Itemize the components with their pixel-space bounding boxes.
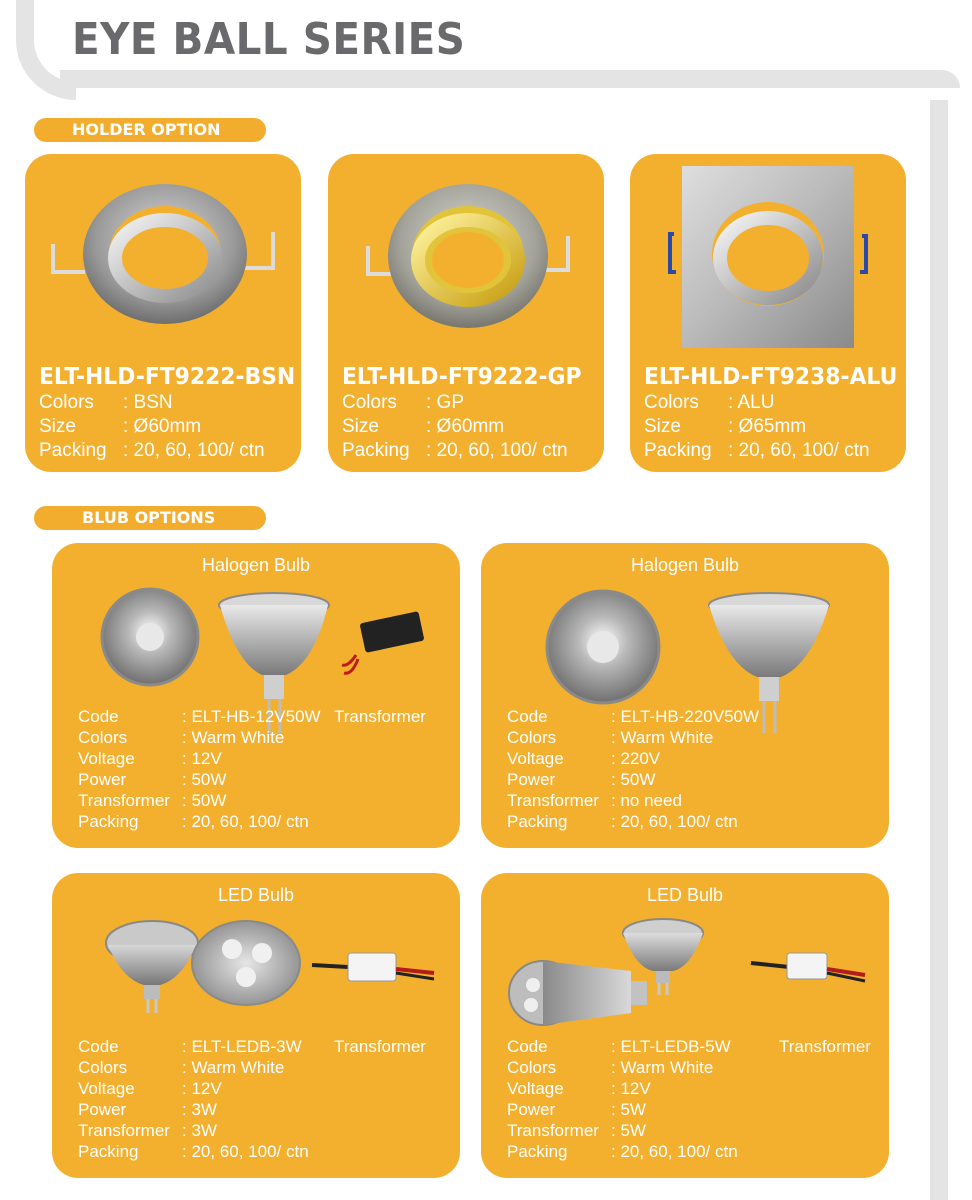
transformer-caption: Transformer xyxy=(334,1037,426,1056)
bulb-card-led-3w[interactable]: LED Bulb Transformer Code : ELT-LEDB-3W Colors : Warm White Voltage : 12V Power : 3W Transformer : 3W Packing : 20, 60, 100/ ctn xyxy=(52,873,460,1178)
holder-card-bsn[interactable]: ELT-HLD-FT9222-BSN Colors : BSN Size : Ø60mm Packing : 20, 60, 100/ ctn xyxy=(25,154,301,472)
holder-alu-image xyxy=(630,154,906,359)
bulb-card-led-5w[interactable]: LED Bulb Transformer Code : ELT-LEDB-5W Colors : Warm White Voltage : 12V Power : 5W Transformer : 5W Packing : 20, 60, 100/ ctn xyxy=(481,873,889,1178)
bulb-section-label: BLUB OPTIONS xyxy=(82,508,216,527)
bulb-title: LED Bulb xyxy=(646,885,724,905)
bulb-card-halogen-12v[interactable]: Halogen Bulb Transformer Code : ELT-HB-12V50W Colors : Warm White Voltage : 12V Power : 50W Transformer : 50W Packing : 20, 60, 100/ ctn xyxy=(52,543,460,848)
transformer-caption: Transformer xyxy=(334,707,426,726)
holder-code: ELT-HLD-FT9238-ALU xyxy=(644,364,898,390)
holder-bsn-image xyxy=(25,154,301,359)
holder-section-label: HOLDER OPTION xyxy=(72,120,221,139)
holder-card-gp[interactable]: ELT-HLD-FT9222-GP Colors : GP Size : Ø60mm Packing : 20, 60, 100/ ctn xyxy=(328,154,604,472)
bulb-title: Halogen Bulb xyxy=(201,555,311,575)
frame-top-line xyxy=(60,70,960,88)
holder-code: ELT-HLD-FT9222-GP xyxy=(342,364,582,390)
holder-gp-image xyxy=(328,154,604,359)
bulb-title: LED Bulb xyxy=(217,885,295,905)
bulb-card-halogen-220v[interactable]: Halogen Bulb Code : ELT-HB-220V50W Colors : Warm White Voltage : 220V Power : 50W Transformer : no need Packing : 20, 60, 100/ ctn xyxy=(481,543,889,848)
holder-code: ELT-HLD-FT9222-BSN xyxy=(39,364,296,390)
frame-right-line xyxy=(930,100,948,1200)
holder-card-alu[interactable]: ELT-HLD-FT9238-ALU Colors : ALU Size : Ø65mm Packing : 20, 60, 100/ ctn xyxy=(630,154,906,472)
page-title: EYE BALL SERIES xyxy=(72,14,466,65)
bulb-title: Halogen Bulb xyxy=(630,555,740,575)
holder-section-pill xyxy=(34,118,266,142)
transformer-caption: Transformer xyxy=(779,1037,871,1056)
bulb-section-pill xyxy=(34,506,266,530)
